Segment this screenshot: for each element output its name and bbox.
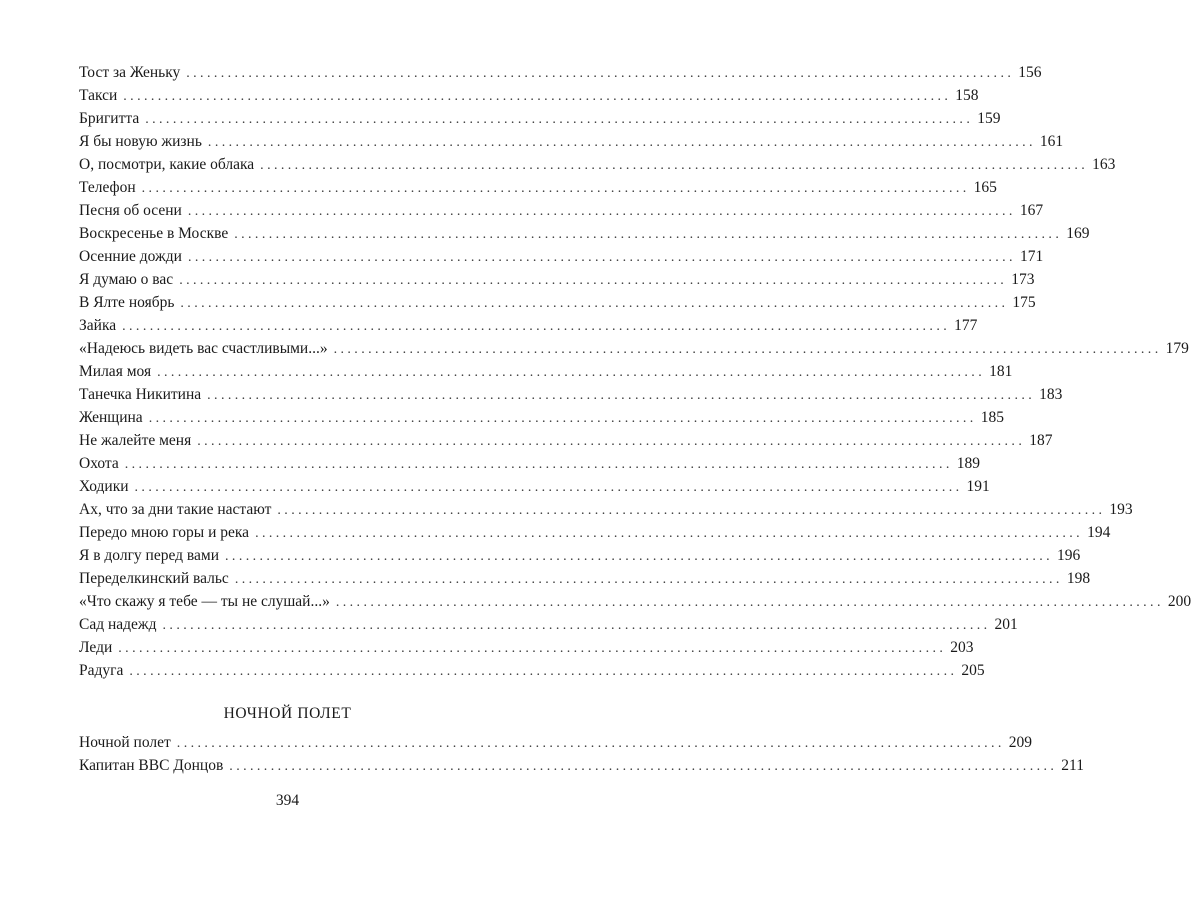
toc-entry-page: 187 xyxy=(1029,432,1053,449)
toc-entry-title: Ах, что за дни такие настают xyxy=(79,501,272,518)
toc-entry xyxy=(79,245,1044,268)
toc-entry-title: Я бы новую жизнь xyxy=(79,133,202,150)
dot-leader: ........................................................................................................................ xyxy=(180,296,1009,311)
toc-entry xyxy=(79,567,1091,590)
toc-entry-title: Тост за Женьку xyxy=(79,64,181,81)
toc-entry-title: «Что скажу я тебе — ты не слушай...» xyxy=(79,593,330,610)
dot-leader: ........................................................................................................................ xyxy=(157,365,986,380)
toc-entry-title: Передо мною горы и река xyxy=(79,524,250,541)
section-toc-list xyxy=(79,731,1084,777)
toc-entry-page: 167 xyxy=(1019,202,1044,219)
toc-entry xyxy=(79,429,1053,452)
toc-entry xyxy=(79,61,1042,84)
dot-leader: ........................................................................................................................ xyxy=(148,411,977,426)
toc-entry-page: 201 xyxy=(994,616,1018,633)
toc-entry xyxy=(79,176,997,199)
toc-entry-page: 169 xyxy=(1066,225,1090,242)
toc-entry xyxy=(79,521,1111,544)
dot-leader: ........................................................................................................................ xyxy=(197,434,1026,449)
toc-entry xyxy=(79,731,1033,754)
toc-entry xyxy=(79,754,1084,777)
toc-entry-page: 194 xyxy=(1087,524,1111,541)
dot-leader: ........................................................................................................................ xyxy=(141,181,970,196)
dot-leader: ........................................................................................................................ xyxy=(145,112,974,127)
toc-entry-title: Воскресенье в Москве xyxy=(79,225,229,242)
toc-entry-title: Песня об осени xyxy=(79,202,182,219)
toc-entry-title: Бригитта xyxy=(79,110,140,127)
dot-leader: ........................................................................................................................ xyxy=(234,572,1063,587)
toc-entry-title: Ходики xyxy=(79,478,129,495)
toc-entry-page: 205 xyxy=(961,662,985,679)
dot-leader: ........................................................................................................................ xyxy=(162,618,991,633)
toc-entry-title: Ночной полет xyxy=(79,734,171,751)
toc-entry-title: Я в долгу перед вами xyxy=(79,547,220,564)
toc-entry-title: Женщина xyxy=(79,409,143,426)
toc-entry-page: 156 xyxy=(1018,64,1042,81)
toc-entry-title: Танечка Никитина xyxy=(79,386,202,403)
toc-entry xyxy=(79,475,990,498)
toc-entry xyxy=(79,613,1018,636)
dot-leader: ........................................................................................................................ xyxy=(129,664,958,679)
dot-leader: ........................................................................................................................ xyxy=(179,273,1008,288)
toc-entry-page: 211 xyxy=(1061,757,1084,774)
dot-leader: ........................................................................................................................ xyxy=(225,549,1054,564)
dot-leader: ........................................................................................................................ xyxy=(176,736,1005,751)
toc-entry-page: 173 xyxy=(1011,271,1035,288)
toc-entry-title: Телефон xyxy=(79,179,136,196)
toc-entry-title: Зайка xyxy=(79,317,117,334)
dot-leader: ........................................................................................................................ xyxy=(134,480,963,495)
toc-entry-page: 165 xyxy=(973,179,997,196)
toc-entry xyxy=(79,222,1090,245)
section-heading: НОЧНОЙ ПОЛЕТ xyxy=(223,705,352,722)
toc-entry xyxy=(79,590,1191,613)
toc-entry-page: 163 xyxy=(1092,156,1116,173)
toc-entry-page: 203 xyxy=(950,639,974,656)
toc-entry xyxy=(79,84,979,107)
toc-entry-page: 209 xyxy=(1008,734,1033,751)
toc-entry-page: 200 xyxy=(1167,593,1191,610)
toc-entry-page: 183 xyxy=(1039,386,1063,403)
dot-leader: ........................................................................................................................ xyxy=(123,89,952,104)
toc-entry-page: 179 xyxy=(1165,340,1189,357)
toc-entry-title: Милая моя xyxy=(79,363,152,380)
dot-leader: ........................................................................................................................ xyxy=(118,641,947,656)
toc-entry xyxy=(79,498,1133,521)
toc-entry-title: Леди xyxy=(79,639,113,656)
toc-entry xyxy=(79,291,1036,314)
toc-entry-title: В Ялте ноябрь xyxy=(79,294,175,311)
dot-leader: ........................................................................................................................ xyxy=(333,342,1162,357)
toc-entry-title: Сад надежд xyxy=(79,616,157,633)
toc-entry-title: Я думаю о вас xyxy=(79,271,174,288)
dot-leader: ........................................................................................................................ xyxy=(277,503,1106,518)
dot-leader: ........................................................................................................................ xyxy=(186,66,1015,81)
toc-entry-page: 177 xyxy=(954,317,978,334)
toc-entry-page: 193 xyxy=(1109,501,1133,518)
toc-entry-page: 181 xyxy=(989,363,1013,380)
toc-entry xyxy=(79,659,985,682)
toc-entry-page: 198 xyxy=(1066,570,1091,587)
toc-entry xyxy=(79,107,1001,130)
page-number: 394 xyxy=(275,792,300,809)
toc-entry-title: Осенние дожди xyxy=(79,248,182,265)
dot-leader: ........................................................................................................................ xyxy=(255,526,1084,541)
dot-leader: ........................................................................................................................ xyxy=(207,388,1036,403)
toc-entry xyxy=(79,314,978,337)
dot-leader: ........................................................................................................................ xyxy=(187,204,1016,219)
dot-leader: ........................................................................................................................ xyxy=(207,135,1036,150)
toc-entry xyxy=(79,130,1064,153)
toc-entry xyxy=(79,360,1013,383)
dot-leader: ........................................................................................................................ xyxy=(260,158,1089,173)
toc-entry xyxy=(79,268,1035,291)
toc-entry-title: О, посмотри, какие облака xyxy=(79,156,255,173)
toc-entry-title: Такси xyxy=(79,87,118,104)
toc-entry-page: 189 xyxy=(956,455,980,472)
toc-entry-page: 161 xyxy=(1039,133,1064,150)
dot-leader: ........................................................................................................................ xyxy=(124,457,953,472)
toc-entry-page: 171 xyxy=(1019,248,1044,265)
toc-entry-title: Не жалейте меня xyxy=(79,432,192,449)
toc-entry-title: Радуга xyxy=(79,662,124,679)
toc-entry-page: 159 xyxy=(977,110,1001,127)
dot-leader: ........................................................................................................................ xyxy=(229,759,1058,774)
toc-entry xyxy=(79,383,1063,406)
toc-entry-page: 191 xyxy=(966,478,990,495)
toc-entry xyxy=(79,199,1044,222)
toc-entry xyxy=(79,636,974,659)
toc-entry xyxy=(79,406,1004,429)
toc-entry-page: 158 xyxy=(955,87,979,104)
toc-entry-page: 175 xyxy=(1012,294,1036,311)
dot-leader: ........................................................................................................................ xyxy=(335,595,1164,610)
toc-entry-title: «Надеюсь видеть вас счастливыми...» xyxy=(79,340,328,357)
dot-leader: ........................................................................................................................ xyxy=(187,250,1016,265)
toc-list xyxy=(79,61,1191,682)
toc-entry-page: 196 xyxy=(1057,547,1081,564)
toc-entry-title: Капитан ВВС Донцов xyxy=(79,757,224,774)
toc-entry xyxy=(79,153,1116,176)
toc-entry-page: 185 xyxy=(980,409,1004,426)
toc-entry xyxy=(79,452,980,475)
dot-leader: ........................................................................................................................ xyxy=(122,319,951,334)
toc-entry xyxy=(79,337,1189,360)
toc-entry-title: Охота xyxy=(79,455,119,472)
toc-entry-title: Переделкинский вальс xyxy=(79,570,229,587)
toc-entry xyxy=(79,544,1081,567)
dot-leader: ........................................................................................................................ xyxy=(234,227,1063,242)
